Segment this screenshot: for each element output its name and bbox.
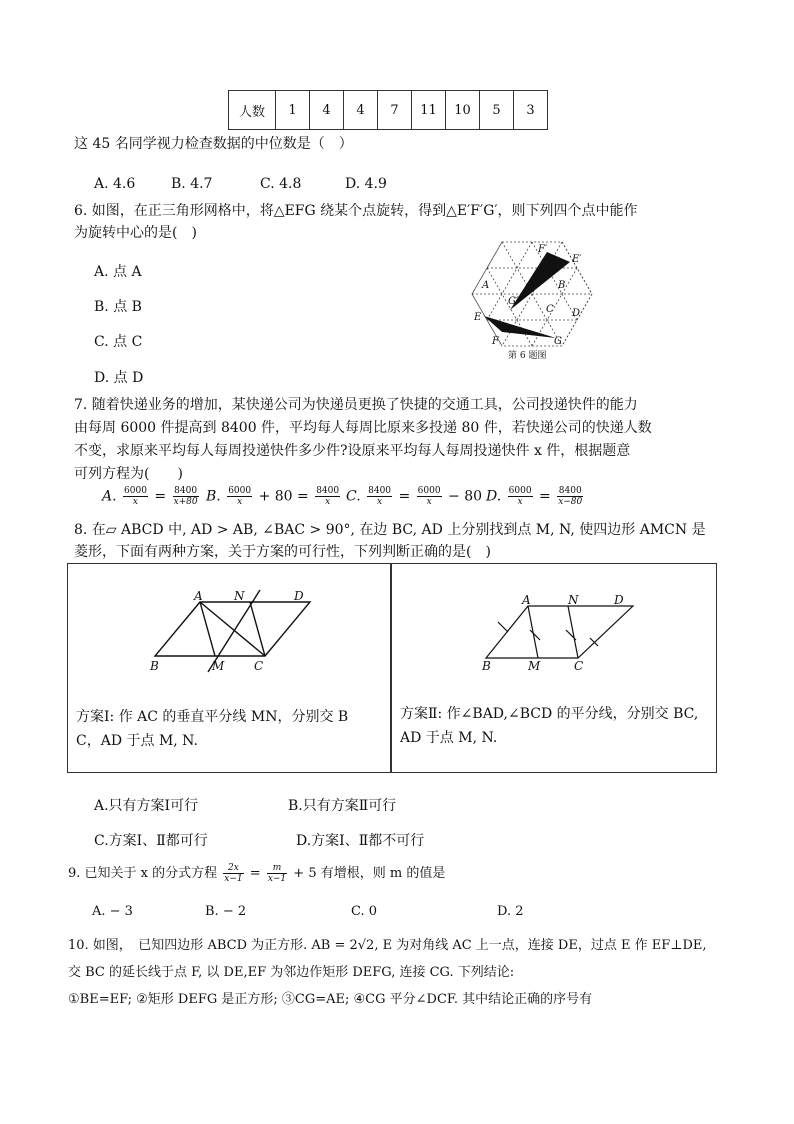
plan1-line2: C，AD 于点 M, N.	[76, 733, 198, 749]
fig2-label-b: B	[482, 659, 491, 673]
q8-option-b: B.只有方案Ⅱ可行	[288, 798, 397, 814]
q6-option-a: A. 点 A	[94, 264, 142, 280]
label-a: A	[482, 280, 490, 291]
q8-figure-1	[140, 588, 330, 678]
q9-option-c: C. 0	[351, 904, 378, 919]
q8-option-c: C.方案Ⅰ、Ⅱ都可行	[94, 833, 208, 849]
plan2-line2: AD 于点 M, N.	[400, 730, 498, 746]
fig1-label-b: B	[150, 659, 159, 673]
fig1-label-n: N	[234, 589, 245, 603]
q6-line2: 为旋转中心的是( )	[74, 225, 197, 241]
table-cell: 1	[276, 91, 310, 130]
fig2-label-c: C	[574, 659, 584, 673]
q9-option-d: D. 2	[497, 904, 524, 919]
table-row	[229, 91, 548, 130]
q7-option-d: D. $\frac{6000}{x}$ = $\frac{8400}{x-80}$	[486, 486, 583, 507]
fig2-label-m: M	[528, 659, 541, 673]
label-b: B	[558, 280, 566, 291]
table-cell: 5	[480, 91, 514, 130]
q9-stem: 9. 已知关于 x 的分式方程 $\frac{2x}{x-1}$ = $\frac{m}{x-1}$ + 5 有增根，则 m 的值是	[68, 863, 446, 884]
q10-line1: 10. 如图， 已知四边形 ABCD 为正方形. AB = 2√2, E 为对角线 AC 上一点，连接 DE，过点 E 作 EF⊥DE,	[68, 938, 707, 953]
label-c: C	[546, 304, 554, 315]
fig1-label-c: C	[254, 659, 264, 673]
q8-line2: 菱形，下面有两种方案，关于方案的可行性，下列判断正确的是( )	[74, 544, 491, 560]
fig1-label-m: M	[212, 659, 225, 673]
q7-line4: 可列方程为( )	[74, 466, 183, 482]
q7-option-c: C. $\frac{8400}{x}$ = $\frac{6000}{x}$ − 80	[346, 486, 483, 507]
q7-line3: 不变，求原来平均每人每周投递快件多少件?设原来平均每人每周投递快件 x 件，根据题意	[74, 443, 631, 459]
q6-option-b: B. 点 B	[94, 299, 142, 315]
figure-caption: 第 6 题图	[508, 351, 547, 361]
q10-line3: ①BE=EF; ②矩形 DEFG 是正方形; ③CG=AE; ④CG 平分∠DCF. 其中结论正确的序号有	[68, 992, 593, 1007]
plan1-line1: 方案Ⅰ: 作 AC 的垂直平分线 MN，分别交 B	[76, 709, 349, 725]
q5-option-c: C. 4.8	[260, 176, 302, 192]
label-g-prime: G′	[508, 296, 519, 307]
label-e-prime: E′	[572, 254, 582, 265]
q5-option-b: B. 4.7	[171, 176, 213, 192]
label-d: D	[572, 308, 581, 319]
table-cell: 4	[344, 91, 378, 130]
table-cell: 7	[378, 91, 412, 130]
q7-line1: 7. 随着快递业务的增加，某快递公司为快递员更换了快捷的交通工具，公司投递快件的能力	[74, 397, 638, 413]
table-cell: 10	[446, 91, 480, 130]
q7-line2: 由每周 6000 件提高到 8400 件，平均每人每周比原来多投递 80 件，若快递公司的快递人数	[74, 420, 652, 436]
plan2-line1: 方案Ⅱ: 作∠BAD,∠BCD 的平分线，分别交 BC,	[400, 706, 699, 722]
q8-option-a: A.只有方案Ⅰ可行	[94, 798, 199, 814]
q5-option-a: A. 4.6	[94, 176, 136, 192]
label-g: G	[554, 336, 562, 347]
table-cell: 4	[310, 91, 344, 130]
table-cell: 3	[514, 91, 548, 130]
fig2-label-a: A	[522, 593, 531, 607]
q7-option-b: B. $\frac{6000}{x}$ + 80 = $\frac{8400}{x}$	[206, 486, 340, 507]
q10-line2: 交 BC 的延长线于点 F, 以 DE,EF 为邻边作矩形 DEFG, 连接 CG. 下列结论:	[68, 965, 515, 980]
q6-option-d: D. 点 D	[94, 370, 144, 386]
q9-option-b: B. − 2	[205, 904, 247, 919]
label-f-prime: F′	[538, 244, 548, 255]
vision-table	[228, 90, 548, 130]
q8-line1: 8. 在▱ ABCD 中, AD > AB, ∠BAC > 90°, 在边 BC, AD 上分别找到点 M, N, 使四边形 AMCN 是	[74, 522, 706, 538]
q5-stem: 这 45 名同学视力检查数据的中位数是（ ）	[74, 136, 353, 152]
q7-option-a: A. $\frac{6000}{x}$ = $\frac{8400}{x+80}$	[102, 486, 198, 507]
table-cell: 人数	[229, 91, 276, 130]
label-e: E	[474, 312, 482, 323]
q6-option-c: C. 点 C	[94, 334, 143, 350]
q8-figure-2	[478, 592, 658, 678]
fig1-label-a: A	[194, 589, 203, 603]
fig2-label-d: D	[614, 593, 624, 607]
label-f: F	[492, 336, 499, 347]
table-cell: 11	[412, 91, 446, 130]
q6-figure	[462, 236, 602, 364]
q9-option-a: A. − 3	[92, 904, 133, 919]
q8-option-d: D.方案Ⅰ、Ⅱ都不可行	[296, 833, 425, 849]
q6-line1: 6. 如图，在正三角形网格中，将△EFG 绕某个点旋转，得到△E′F′G′，则下列四个点中能作	[74, 203, 638, 219]
fig1-label-d: D	[294, 589, 304, 603]
fig2-label-n: N	[568, 593, 579, 607]
q5-option-d: D. 4.9	[345, 176, 387, 192]
